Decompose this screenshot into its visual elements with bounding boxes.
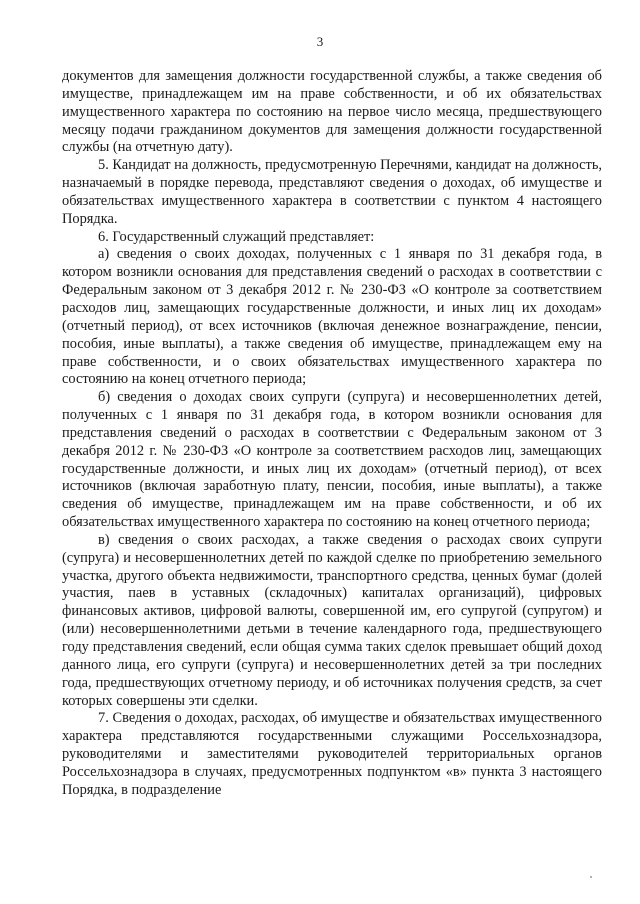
paragraph-6: 6. Государственный служащий представляет:: [98, 228, 375, 245]
paragraph-7: 7. Сведения о доходах, расходах, об имуществе и обязательствах имущественного характера представляются государственными служащими Россельхознадзора, руководителями и заместителями руководителей территориальных органов Россельхознадзора в случаях, предусмотренных подпунктом «в» пункта 3 настоящего Порядка, в подразделение: [62, 710, 602, 798]
subparagraph-a: а) сведения о своих доходах, полученных с 1 января по 31 декабря года, в котором возникли основания для представления сведений о расходах в соответствии с Федеральным законом от 3 декабря 2012 г. № 230-ФЗ «О контроле за соответствием расходов лиц, замещающих государственные должности, и иных лиц их доходам» (отчетный период), от всех источников (включая денежное вознаграждение, пенсии, пособия, иные выплаты), а также сведения об имуществе, принадлежащем ему на праве собственности, и о своих обязательствах имущественного характера по состоянию на конец отчетного периода;: [62, 246, 602, 388]
paragraph-continuation: документов для замещения должности государственной службы, а также сведения об имуществе, принадлежащем им на праве собственности, и об их обязательствах имущественного характера по состоянию на первое число месяца, предшествующего месяцу подачи гражданином документов для замещения должности государственной службы (на отчетную дату).: [62, 68, 602, 156]
document-body: [62, 68, 602, 800]
scan-speck: [590, 876, 592, 878]
page-number: 3: [316, 34, 324, 49]
subparagraph-b: б) сведения о доходах своих супруги (супруга) и несовершеннолетних детей, полученных с 1 января по 31 декабря года, в котором возникли основания для представления сведений о расходах в соответствии с Федеральным законом от 3 декабря 2012 г. № 230-ФЗ «О контроле за соответствием расходов лиц, замещающих государственные должности, и иных лиц их доходам» (отчетный период), от всех источников (включая заработную плату, пенсии, пособия, иные выплаты), а также сведения об имуществе, принадлежащем им на праве собственности, и об их обязательствах имущественного характера по состоянию на конец отчетного периода;: [62, 389, 602, 531]
subparagraph-v: в) сведения о своих расходах, а также сведения о расходах своих супруги (супруга) и несовершеннолетних детей по каждой сделке по приобретению земельного участка, другого объекта недвижимости, транспортного средства, ценных бумаг (долей участия, паев в уставных (складочных) капиталах организаций), цифровых финансовых активов, цифровой валюты, совершенной им, его супругой (супругом) и (или) несовершеннолетними детьми в течение календарного года, предшествующего году представления сведений, если общая сумма таких сделок превышает общий доход данного лица, его супруги (супруга) и несовершеннолетних детей за три последних года, предшествующих отчетному периоду, и об источниках получения средств, за счет которых совершены эти сделки.: [62, 531, 602, 709]
paragraph-5: 5. Кандидат на должность, предусмотренную Перечнями, кандидат на должность, назначаемый в порядке перевода, представляют сведения о доходах, об имуществе и обязательствах имущественного характера в соответствии с пунктом 4 настоящего Порядка.: [62, 157, 602, 227]
